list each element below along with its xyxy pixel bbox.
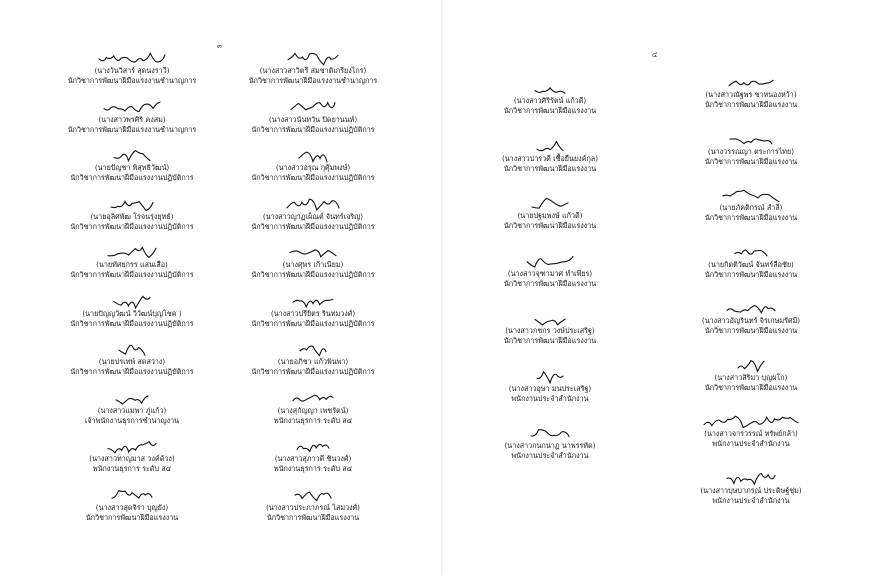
signature-entry	[42, 244, 222, 280]
signature-scribble	[736, 357, 766, 373]
signature-scribble	[295, 438, 331, 454]
signature-scribble	[535, 138, 565, 154]
signature-entry	[460, 425, 640, 461]
signature-entry	[661, 470, 841, 506]
signatory-position: นักวิชาการพัฒนาฝีมือแรงงาน	[704, 156, 798, 166]
signatory-position: นักวิชาการพัฒนาฝีมือแรงงาน	[266, 512, 360, 522]
signature-entry	[223, 147, 403, 183]
signatory-position: พนักงานประจำสำนักงาน	[712, 495, 790, 505]
signatory-position: นักวิชาการพัฒนาฝีมือแรงงาน	[704, 100, 798, 109]
signature-scribble	[112, 147, 152, 163]
signature-scribble	[529, 425, 571, 441]
signature-scribble	[291, 293, 335, 309]
signatory-position: พนักงานธุรการ ระดับ ส๔	[92, 464, 172, 473]
signatory-position: นักวิชาการพัฒนาฝีมือแรงงานปฏิบัติการ	[70, 173, 194, 182]
signature-entry	[223, 196, 403, 232]
signature-scribble	[525, 253, 575, 269]
signature-scribble	[298, 341, 328, 357]
signatory-position: นักวิชาการพัฒนาฝีมือแรงงานปฏิบัติการ	[251, 367, 375, 376]
signatory-name: (นางสาวณัฐพร ชาหนองหว้า)	[705, 90, 797, 99]
signature-scribble	[112, 293, 152, 309]
signatory-name: (นางสาวศิริรัตน์ แก้วดี)	[513, 96, 587, 105]
signatory-position: นักวิชาการพัฒนาฝีมือแรงงานปฏิบัติการ	[251, 124, 375, 134]
signatory-position: นักวิชาการพัฒนาฝีมือแรงงาน	[704, 213, 798, 222]
faint-mark: . . . . . .	[100, 58, 129, 64]
signatory-name: (นายปรเทพ์ สดสว่าง)	[98, 357, 166, 366]
signature-entry	[42, 438, 222, 474]
signatory-name: (นายปัญชา พิสุทธิวัฒน์)	[94, 163, 170, 172]
signatory-name: (นางสาวญาฏเผ็ณต์ จันทร์เจริญ)	[262, 211, 364, 221]
signature-scribble	[106, 438, 158, 454]
signatory-name: (นายอุลิศพัฒ โรจนรุ่งยุทธ์)	[90, 211, 174, 221]
signature-scribble	[288, 244, 338, 260]
signatory-name: (นางสาวอุษา มนประเสริฐ)	[508, 383, 592, 393]
signature-entry	[42, 390, 222, 426]
signatory-name: (นางสาวกชกร วงษ์ประเสริฐ)	[505, 326, 595, 335]
signatory-position: พนักงานประจำสำนักงาน	[511, 451, 589, 460]
signature-scribble	[702, 413, 800, 429]
signature-scribble	[727, 74, 775, 90]
signatory-name: (นางสาวจารวรรณ์ ทรัพย์กล้า)	[704, 429, 798, 438]
signatory-position: นักวิชาการพัฒนาฝีมือแรงงานปฏิบัติการ	[70, 270, 194, 279]
signatory-position: นักวิชาการพัฒนาฝีมือแรงงาน	[503, 336, 597, 345]
signature-scribble	[725, 470, 777, 486]
signatory-name: (นางสาวปารวดี เชื้อยืนยงค์กุล)	[501, 153, 599, 163]
signatory-position: นักวิชาการพัฒนาฝีมือแรงงาน	[503, 278, 597, 288]
signature-scribble	[293, 487, 333, 503]
signature-scribble	[533, 80, 567, 96]
signatory-position: นักวิชาการพัฒนาฝีมือแรงงาน	[704, 326, 798, 335]
signatory-name: (นางสาวปรียิตร รินทมวงศ์)	[270, 308, 356, 318]
signature-scribble	[530, 195, 570, 211]
signature-entry	[661, 413, 841, 449]
signature-entry	[42, 147, 222, 183]
signature-entry	[460, 368, 640, 404]
signatory-name: (นายทัศยกรร แสนเสือ)	[96, 260, 168, 269]
signatory-position: พนักงานธุรการ ระดับ ส๔	[273, 464, 353, 473]
signature-entry	[223, 438, 403, 474]
signatory-name: (นางสาวพรศิริ คงสม)	[98, 114, 166, 124]
signature-scribble	[114, 390, 150, 406]
page-gutter	[441, 0, 443, 575]
signature-entry	[460, 138, 640, 174]
signature-entry	[661, 187, 841, 223]
signatory-name: (นางสาวสาวิตรี สมชาติเกรียงไกร)	[259, 66, 367, 75]
signature-scribble	[533, 310, 567, 326]
signature-entry	[223, 341, 403, 377]
signatory-position: นักวิชาการพัฒนาฝีมือแรงงานปฏิบัติการ	[251, 318, 375, 328]
signatory-position: นักวิชาการพัฒนาฝีมือแรงงานปฏิบัติการ	[251, 270, 375, 279]
signatory-name: (นายปฐมพงษ์ แก้วดี)	[517, 211, 583, 220]
signatory-name: (นางสาวนันทวัน ปิดยานนท์)	[268, 114, 358, 124]
signatory-name: (นางสาวประภาภรณ์ ไสมวงศ์)	[266, 502, 360, 512]
signature-entry	[42, 99, 222, 135]
signatory-name: (นางศุพร เก้าเนียม)	[282, 260, 344, 269]
signatory-name: (นางวรรณญา ตระการไทย)	[707, 146, 795, 156]
signature-scribble	[733, 244, 769, 260]
signature-scribble	[285, 196, 341, 212]
signatory-position: นักวิชาการพัฒนาฝีมือแรงงาน	[704, 269, 798, 279]
signatory-name: (นายภัคติกรณ์ สำลี)	[719, 203, 783, 212]
signatory-name: (นางวันวิสาร์ สุดนงราวี)	[94, 66, 170, 75]
signature-scribble	[286, 50, 340, 66]
signature-scribble	[110, 487, 154, 503]
signatory-position: นักวิชาการพัฒนาฝีมือแรงงาน	[503, 106, 597, 115]
signature-scribble	[728, 131, 774, 147]
signature-scribble	[291, 390, 335, 406]
signature-entry	[42, 293, 222, 329]
signature-entry	[460, 310, 640, 346]
signatory-position: พนักงานประจำสำนักงาน	[712, 439, 790, 448]
signature-scribble	[109, 196, 155, 212]
signature-entry	[661, 244, 841, 280]
signatory-position: พนักงานธุรการ ระดับ ส๔	[273, 415, 353, 425]
signature-entry	[223, 99, 403, 135]
signatory-name: (นายกิตติวัฒน์ จันทร์ลือชัย)	[708, 259, 794, 269]
signatory-name: (นางสาวกนกนาฏ นาพรรทัด)	[504, 441, 596, 450]
signatory-name: (นางสาวสิริมา บุญผโก)	[714, 372, 788, 382]
signature-scribble	[106, 244, 158, 260]
signature-entry	[223, 50, 403, 86]
signature-entry	[42, 487, 222, 523]
signature-entry	[223, 244, 403, 280]
signature-scribble	[297, 147, 329, 163]
signature-scribble	[535, 368, 565, 384]
signatory-position: นักวิชาการพัฒนาฝีมือแรงงานชำนาญการ	[67, 76, 197, 85]
signatory-position: นักวิชาการพัฒนาฝีมือแรงงาน	[85, 512, 179, 522]
signatory-position: นักวิชาการพัฒนาฝีมือแรงงาน	[503, 163, 597, 173]
signature-entry	[460, 253, 640, 289]
signatory-name: (นางสาวแมพา ภู่แก้ว)	[97, 405, 167, 415]
left-page-number: ๓	[217, 42, 222, 50]
signature-scribble	[102, 99, 162, 115]
signature-entry	[223, 487, 403, 523]
signatory-position: นักวิชาการพัฒนาฝีมือแรงงานปฏิบัติการ	[251, 221, 375, 231]
signatory-position: นักวิชาการพัฒนาฝีมือแรงงานชำนาญการ	[67, 124, 197, 134]
signature-entry	[223, 293, 403, 329]
signatory-name: (นางสาวอัญรินทร์ จิรเกษมรัศมี)	[701, 316, 801, 325]
signatory-position: นักวิชาการพัฒนาฝีมือแรงงาน	[503, 221, 597, 230]
signature-entry	[42, 341, 222, 377]
signature-entry	[661, 300, 841, 336]
signatory-position: นักวิชาการพัฒนาฝีมือแรงงานชำนาญการ	[248, 76, 378, 85]
signatory-position: นักวิชาการพัฒนาฝีมือแรงงานปฏิบัติการ	[251, 173, 375, 182]
signatory-name: (นางสาวทาญมาส วงค์ด้วง)	[89, 454, 175, 463]
signature-scribble	[97, 50, 167, 66]
signature-scribble	[721, 187, 781, 203]
signature-entry	[460, 80, 640, 116]
signatory-position: นักวิชาการพัฒนาฝีมือแรงงานปฏิบัติการ	[70, 367, 194, 376]
signatory-name: (นางสาวสุภาวดี ชินวงศ์)	[274, 454, 352, 463]
signatory-name: (นายอภิชา แก้วพินพา)	[277, 357, 349, 366]
signature-entry	[42, 50, 222, 86]
signature-entry	[223, 390, 403, 426]
signature-scribble	[117, 341, 147, 357]
signatory-position: นักวิชาการพัฒนาฝีมือแรงงาน	[704, 382, 798, 392]
signatory-name: (นายปัญญวัฒน์ วิวัฒน์บุญโชค )	[82, 308, 182, 318]
signature-entry	[661, 74, 841, 110]
signatory-name: (นางสาวอรุณ กุศุ้มพงษ์)	[275, 163, 351, 172]
signatory-name: (นางสาวสุดจิรา บุญยัง)	[95, 502, 169, 512]
signature-entry	[460, 195, 640, 231]
signature-scribble	[289, 99, 337, 115]
signature-entry	[661, 131, 841, 167]
signatory-position: พนักงานประจำสำนักงาน	[511, 393, 589, 403]
signatory-name: (นางสุกัญญา เพชรัตน์)	[277, 405, 349, 415]
signature-entry	[42, 196, 222, 232]
signatory-position: นักวิชาการพัฒนาฝีมือแรงงานปฏิบัติการ	[70, 318, 194, 328]
signature-scribble	[725, 300, 777, 316]
signatory-position: เจ้าพนักงานธุรการชำนาญงาน	[84, 415, 180, 425]
signature-entry	[661, 357, 841, 393]
signatory-position: นักวิชาการพัฒนาฝีมือแรงงานปฏิบัติการ	[70, 221, 194, 231]
signatory-name: (นางสาวบุษบาภรณ์ ประดิษฐ์ชุ่ม)	[700, 485, 802, 495]
signatory-name: (นางสาวจุฑามาศ ทำเพียร)	[507, 268, 593, 278]
right-page-number: ๔	[652, 51, 658, 59]
